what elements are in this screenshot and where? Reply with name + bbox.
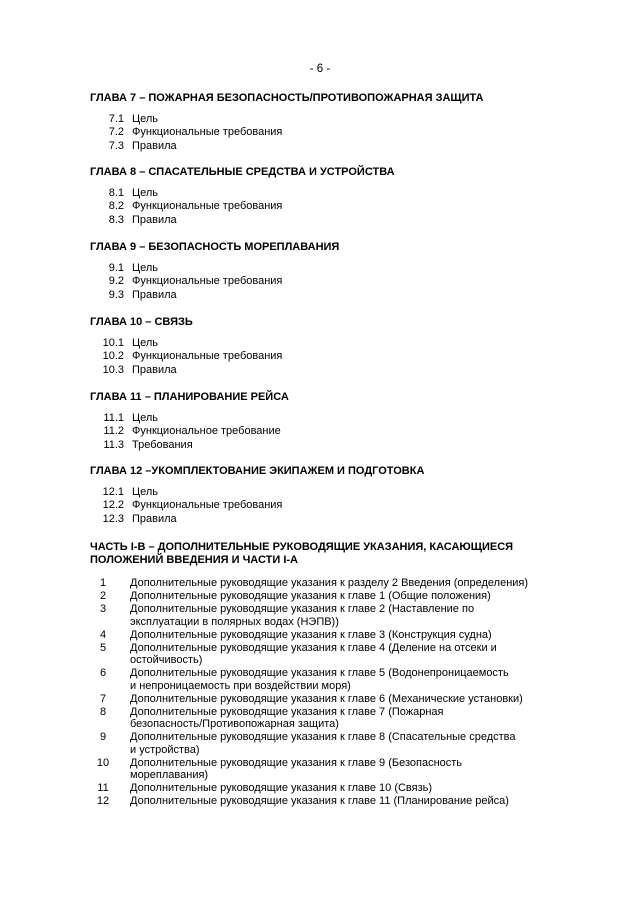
item-text xyxy=(116,603,565,627)
item-text xyxy=(116,590,565,602)
item-number: 8.1 xyxy=(108,187,124,199)
item-text-line-2: и непроницаемость при воздействии моря) xyxy=(130,679,351,692)
list-item xyxy=(90,795,565,807)
item-text-line-1: Дополнительные руководящие указания к главе 11 (Планирование рейса) xyxy=(130,795,509,808)
item-number: 7 xyxy=(99,692,107,705)
list-item xyxy=(90,364,560,377)
list-item xyxy=(90,603,565,627)
item-text: Функциональное требование xyxy=(132,425,281,438)
item-number: 9.3 xyxy=(108,288,124,301)
item-text: Правила xyxy=(132,363,177,376)
list-item xyxy=(90,289,560,302)
item-number: 7.1 xyxy=(108,113,124,125)
item-number: 7.2 xyxy=(108,126,124,139)
list-item xyxy=(90,200,560,213)
item-text: Функциональные требования xyxy=(132,499,283,512)
item-text-line-1: Дополнительные руководящие указания к главе 6 (Механические установки) xyxy=(130,692,523,705)
item-number: 9.2 xyxy=(108,275,124,288)
item-number: 12.3 xyxy=(102,512,124,525)
item-text: Цель xyxy=(132,412,159,424)
list-item xyxy=(90,275,560,288)
item-text-line-2: мореплавания) xyxy=(130,769,209,782)
list-item xyxy=(90,187,560,200)
item-text: Цель xyxy=(132,187,159,199)
item-number: 2 xyxy=(99,590,107,603)
list-item xyxy=(90,499,560,512)
item-text: Функциональные требования xyxy=(132,275,283,288)
list-item xyxy=(90,693,565,705)
item-number: 8 xyxy=(99,706,107,719)
item-text xyxy=(116,693,565,705)
item-text xyxy=(116,706,565,730)
list-item xyxy=(90,425,560,438)
item-text: Требования xyxy=(132,438,193,451)
list-item xyxy=(90,486,560,499)
item-text-line-1: Дополнительные руководящие указания к главе 9 (Безопасность xyxy=(130,756,463,769)
chapter-10-items xyxy=(90,337,560,377)
part-ib-title-line-1: ЧАСТЬ I-B – ДОПОЛНИТЕЛЬНЫЕ РУКОВОДЯЩИЕ УКАЗАНИЯ, КАСАЮЩИЕСЯ xyxy=(90,541,514,553)
item-number: 1 xyxy=(99,577,107,589)
chapter-11-items xyxy=(90,412,560,452)
item-text: Правила xyxy=(132,512,177,525)
item-number: 9 xyxy=(99,731,107,744)
list-item xyxy=(90,439,560,452)
item-number: 11.3 xyxy=(103,438,124,451)
item-text xyxy=(116,782,565,794)
item-number: 6 xyxy=(99,667,107,680)
item-number: 11.1 xyxy=(103,412,124,424)
item-text-line-2: эксплуатации в полярных водах (НЭПВ)) xyxy=(130,615,339,628)
item-text xyxy=(116,795,565,807)
chapter-11-title: ГЛАВА 11 – ПЛАНИРОВАНИЕ РЕЙСА xyxy=(90,391,289,403)
chapter-12-items xyxy=(90,486,560,526)
item-number: 9.1 xyxy=(108,262,124,274)
item-text xyxy=(116,667,565,691)
chapter-7-section xyxy=(90,92,560,153)
list-item xyxy=(90,782,565,794)
item-text: Функциональные требования xyxy=(132,200,283,213)
list-item xyxy=(90,126,560,139)
chapter-8-title: ГЛАВА 8 – СПАСАТЕЛЬНЫЕ СРЕДСТВА И УСТРОЙСТВА xyxy=(90,166,395,178)
chapter-8-section xyxy=(90,166,560,227)
item-text-line-1: Дополнительные руководящие указания к главе 8 (Спасательные средства xyxy=(130,731,516,744)
item-number: 8.3 xyxy=(108,213,124,226)
chapter-12-section xyxy=(90,465,560,526)
item-text: Функциональные требования xyxy=(132,126,283,139)
item-number: 5 xyxy=(99,642,107,655)
list-item xyxy=(90,590,565,602)
page-number: - 6 - xyxy=(309,63,331,75)
item-text: Цель xyxy=(132,262,159,274)
list-item xyxy=(90,629,565,641)
part-ib-title xyxy=(90,541,565,566)
item-number: 11 xyxy=(97,782,109,795)
list-item xyxy=(90,706,565,730)
item-number: 12 xyxy=(96,795,110,808)
list-item xyxy=(90,140,560,153)
item-text-line-2: и устройства) xyxy=(130,743,200,756)
item-text xyxy=(116,577,565,589)
item-text-line-1: Дополнительные руководящие указания к главе 10 (Связь) xyxy=(130,782,433,795)
item-text: Правила xyxy=(132,213,177,226)
item-number: 3 xyxy=(99,603,107,616)
item-number: 12.1 xyxy=(102,486,124,498)
chapter-7-items xyxy=(90,113,560,153)
item-text xyxy=(116,629,565,641)
item-number: 11.2 xyxy=(103,425,124,438)
item-number: 7.3 xyxy=(108,139,124,152)
item-text-line-1: Дополнительные руководящие указания к главе 7 (Пожарная xyxy=(130,706,444,719)
item-text-line-1: Дополнительные руководящие указания к разделу 2 Введения (определения) xyxy=(130,577,529,589)
list-item xyxy=(90,337,560,350)
part-ib-section xyxy=(90,541,565,809)
item-text: Правила xyxy=(132,288,177,301)
chapter-10-section xyxy=(90,316,560,377)
list-item xyxy=(90,262,560,275)
item-text xyxy=(116,642,565,666)
chapter-9-section xyxy=(90,241,560,302)
chapter-9-title: ГЛАВА 9 – БЕЗОПАСНОСТЬ МОРЕПЛАВАНИЯ xyxy=(90,241,340,253)
item-number: 10.2 xyxy=(102,350,124,363)
item-text-line-1: Дополнительные руководящие указания к главе 3 (Конструкция судна) xyxy=(130,628,492,641)
part-ib-items xyxy=(90,577,565,808)
chapter-12-title: ГЛАВА 12 –УКОМПЛЕКТОВАНИЕ ЭКИПАЖЕМ И ПОДГОТОВКА xyxy=(90,465,425,477)
item-text-line-1: Дополнительные руководящие указания к главе 5 (Водонепроницаемость xyxy=(130,667,509,680)
chapter-11-section xyxy=(90,391,560,452)
item-text: Правила xyxy=(132,139,177,152)
list-item xyxy=(90,577,565,589)
item-number: 4 xyxy=(99,628,107,641)
list-item xyxy=(90,513,560,526)
item-number: 12.2 xyxy=(102,499,124,512)
item-number: 10.1 xyxy=(102,337,124,349)
item-text-line-1: Дополнительные руководящие указания к главе 1 (Общие положения) xyxy=(130,590,491,603)
list-item xyxy=(90,113,560,126)
item-number: 8.2 xyxy=(108,200,124,213)
item-text-line-2: остойчивость) xyxy=(130,654,203,667)
list-item xyxy=(90,667,565,691)
item-number: 10 xyxy=(96,756,110,769)
item-text: Цель xyxy=(132,486,159,498)
chapter-8-items xyxy=(90,187,560,227)
part-ib-title-line-2: ПОЛОЖЕНИЙ ВВЕДЕНИЯ И ЧАСТИ I-A xyxy=(90,553,298,566)
item-text xyxy=(116,731,565,755)
item-text: Цель xyxy=(132,113,159,125)
list-item xyxy=(90,412,560,425)
list-item xyxy=(90,731,565,755)
chapter-9-items xyxy=(90,262,560,302)
list-item xyxy=(90,350,560,363)
list-item xyxy=(90,642,565,666)
item-text: Цель xyxy=(132,337,159,349)
item-text-line-2: безопасность/Противопожарная защита) xyxy=(130,718,339,731)
list-item xyxy=(90,757,565,781)
item-text-line-1: Дополнительные руководящие указания к главе 2 (Наставление по xyxy=(130,603,475,616)
chapter-7-title: ГЛАВА 7 – ПОЖАРНАЯ БЕЗОПАСНОСТЬ/ПРОТИВОПОЖАРНАЯ ЗАЩИТА xyxy=(90,92,484,104)
item-text: Функциональные требования xyxy=(132,350,283,363)
list-item xyxy=(90,214,560,227)
item-number: 10.3 xyxy=(102,363,124,376)
item-text-line-1: Дополнительные руководящие указания к главе 4 (Деление на отсеки и xyxy=(130,642,497,655)
chapter-10-title: ГЛАВА 10 – СВЯЗЬ xyxy=(90,316,193,328)
item-text xyxy=(116,757,565,781)
